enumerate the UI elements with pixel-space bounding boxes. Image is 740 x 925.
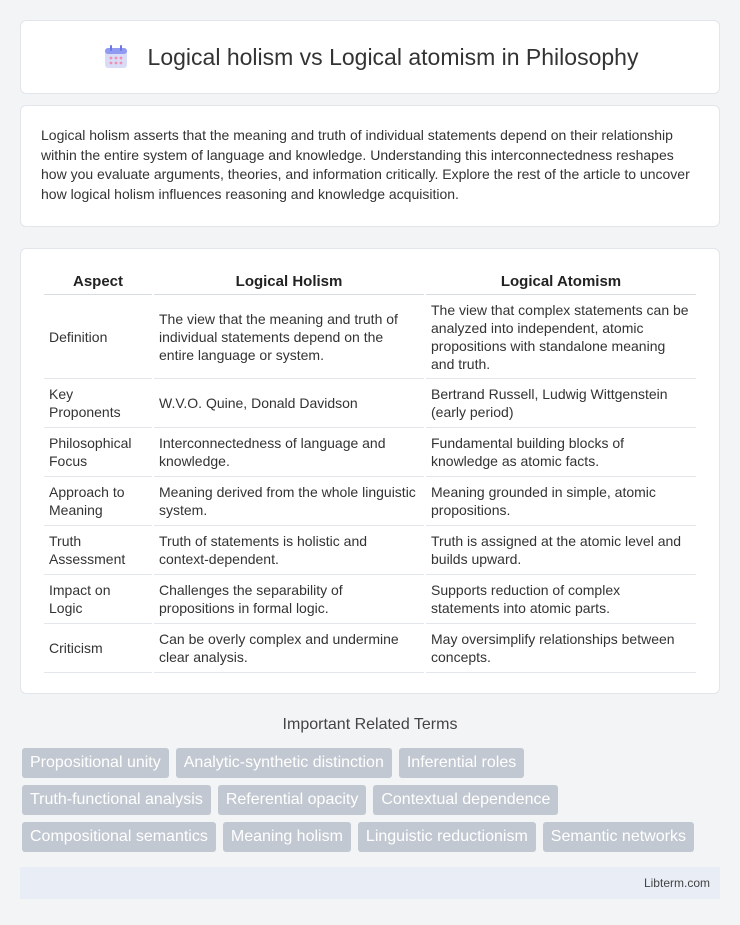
related-term-tag[interactable]: Analytic-synthetic distinction <box>176 748 392 778</box>
footer-site-link[interactable]: Libterm.com <box>643 876 710 890</box>
related-terms-title: Important Related Terms <box>282 716 458 733</box>
row-atomism: The view that complex statements can be analyzed into independent, atomic propositions with standalone meaning and truth. <box>426 295 696 379</box>
header-logical-atomism: Logical Atomism <box>426 269 696 295</box>
comparison-table-card <box>20 248 720 694</box>
related-term-tag[interactable]: Semantic networks <box>543 822 694 852</box>
related-term-tag[interactable]: Referential opacity <box>218 785 367 815</box>
row-holism: Challenges the separability of propositions in formal logic. <box>154 575 424 624</box>
row-atomism: May oversimplify relationships between concepts. <box>426 624 696 673</box>
row-atomism: Bertrand Russell, Ludwig Wittgenstein (early period) <box>426 379 696 428</box>
row-holism: Can be overly complex and undermine clear analysis. <box>154 624 424 673</box>
table-row <box>44 624 696 673</box>
calendar-icon <box>102 43 130 71</box>
table-header-row <box>44 269 696 295</box>
intro-card <box>20 105 720 227</box>
row-aspect: Criticism <box>44 624 152 673</box>
table-row <box>44 526 696 575</box>
footer <box>20 867 720 899</box>
row-aspect: Key Proponents <box>44 379 152 428</box>
row-holism: W.V.O. Quine, Donald Davidson <box>154 379 424 428</box>
row-holism: Meaning derived from the whole linguistic system. <box>154 477 424 526</box>
row-aspect: Philosophical Focus <box>44 428 152 477</box>
row-atomism: Supports reduction of complex statements into atomic parts. <box>426 575 696 624</box>
table-row <box>44 575 696 624</box>
row-atomism: Fundamental building blocks of knowledge as atomic facts. <box>426 428 696 477</box>
row-holism: Interconnectedness of language and knowledge. <box>154 428 424 477</box>
related-term-tag[interactable]: Linguistic reductionism <box>358 822 536 852</box>
row-aspect: Truth Assessment <box>44 526 152 575</box>
row-atomism: Truth is assigned at the atomic level and builds upward. <box>426 526 696 575</box>
row-aspect: Definition <box>44 295 152 379</box>
table-row <box>44 477 696 526</box>
table-row <box>44 428 696 477</box>
row-holism: The view that the meaning and truth of individual statements depend on the entire language or system. <box>154 295 424 379</box>
title-card <box>20 20 720 94</box>
related-term-tag[interactable]: Inferential roles <box>399 748 524 778</box>
row-aspect: Approach to Meaning <box>44 477 152 526</box>
related-term-tag[interactable]: Contextual dependence <box>373 785 558 815</box>
row-holism: Truth of statements is holistic and context-dependent. <box>154 526 424 575</box>
table-row <box>44 379 696 428</box>
header-aspect: Aspect <box>44 269 152 295</box>
row-aspect: Impact on Logic <box>44 575 152 624</box>
intro-text: Logical holism asserts that the meaning and truth of individual statements depend on their relationship within the entire system of language and knowledge. Understanding this interconnectedness reshapes how you evaluate arguments, theories, and information critically. Explore the rest of the article to uncover how logical holism influences reasoning and knowledge acquisition. <box>41 127 690 202</box>
header-logical-holism: Logical Holism <box>154 269 424 295</box>
related-terms-list <box>22 748 718 852</box>
table-row <box>44 295 696 379</box>
related-term-tag[interactable]: Propositional unity <box>22 748 169 778</box>
comparison-table <box>42 269 698 673</box>
related-term-tag[interactable]: Compositional semantics <box>22 822 216 852</box>
related-term-tag[interactable]: Meaning holism <box>223 822 351 852</box>
page-title: Logical holism vs Logical atomism in Philosophy <box>147 43 639 70</box>
related-term-tag[interactable]: Truth-functional analysis <box>22 785 211 815</box>
row-atomism: Meaning grounded in simple, atomic propositions. <box>426 477 696 526</box>
